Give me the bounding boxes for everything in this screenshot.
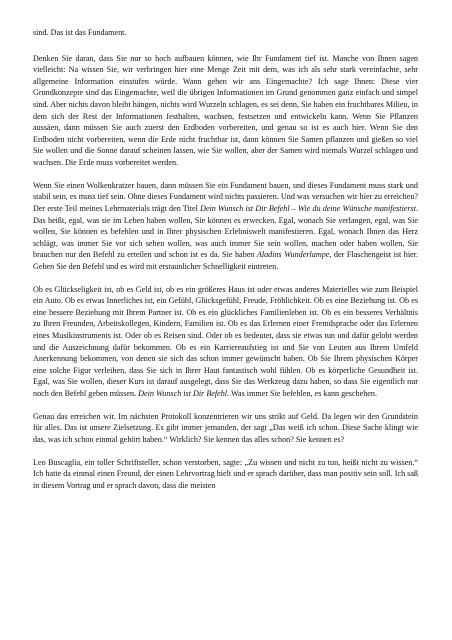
text-run: Ob es Glückseligkeit ist, ob es Geld ist, ob es ein größeres Haus ist oder etwas anderes Materielles wie zum Beispiel ein Auto. Ob es etwas Innerliches ist, ein Gefühl, Glücksgefühl, Freude, Fröhlichkeit. Ob es eine Beziehung ist. Ob es eine bessere Beziehung mit Ihrem Partner ist. Ob es ein glückliches Familienleben ist. Ob es ein besseres Verhältnis zu Ihren Freunden, Arbeitskollegen, Kindern, Familien ist. Ob es das Erlernen einer Fremdsprache oder das Erlernen eines Musikinstruments ist. Oder ob es Reisen sind. Oder ob es bedeutet, dass sie etwas tun und dafür gelobt werden und die Auszeichnung dafür bekommen. Ob es ein Karriereaufstieg ist und Sie von Leuten aus Ihrem Umfeld Anerkennung bekommen, von denen sie sich das schon immer gewünscht haben. Ob Sie Ihrem physischen Körper eine solche Figur verleihen, dass Sie sich in Ihrer Haut fantastisch wohl fühlen. Ob es körperliche Gesundheit ist. Egal, was Sie wollen, dieser Kurs ist darauf ausgelegt, dass Sie das Werkzeug dazu haben, so dass Sie eigentlich nur noch den Befehl geben müssen. xyxy=(33,284,418,398)
document-page xyxy=(33,27,418,503)
paragraph xyxy=(33,27,418,39)
text-run: . Das heißt, egal, was sie im Leben haben wollen, Sie können es erwecken. Egal, wonach Sie verlangen, egal, was Sie wollen, Sie können es befehlen und in Ihrer physischen Erlebniswelt manifestieren. Egal, wonach Ihnen das Herz schlägt, was immer Sie vor sich sehen wollen, was auch immer Sie sein wollen, machen oder haben wollen, Sie brauchen nur den Befehl zu erteilen und schon ist es da. Sie haben xyxy=(33,203,419,260)
text-run: Wenn Sie einen Wolkenkratzer bauen, dann müssen Sie ein Fundament bauen, und dieses Fundament muss stark und stabil sein, es muss tief sein. Ohne dieses Fundament wird nichts passieren. Und was versuchen wir hier zu erreichen? Der erste Teil meines Lehrmaterials trägt den Titel xyxy=(33,180,418,213)
italic-text: Aladins Wunderlampe xyxy=(256,250,330,260)
text-run: Genau das erreichen wir. Im nächsten Protokoll konzentrieren wir uns strikt auf Geld. Da legen wir den Grundstein für alles. Das ist unsere Zielsetzung. Es gibt immer jemanden, der sagt „Das weiß ich schon. Diese Sache klingt wie das, was ich schon einmal gehört haben.“ Wirklich? Sie kennen das alles schon? Sie kennen es? xyxy=(33,411,418,444)
text-run: Denken Sie daran, dass Sie nur so hoch aufbauen können, wie Ihr Fundament tief ist. Manche von Ihnen sagen vielleicht: Na wissen Sie, wir verbringen hier eine Menge Zeit mit dem, was ich als sehr stark vereinfachte, sehr allgemeine Information einstufen würde. Wann gehen wir ans Eingemachte? Ich sage Ihnen: Diese vier Grundkonzepte sind das Eingemachte, weil die übrigen Informationen im Grund genommen ganz einfach und simpel sind. Aber nichts davon bleibt hängen, nichts wird Wurzeln schlagen, es sei denn, Sie haben ein fruchtbares Milieu, in dem sich der Rest der Informationen festhalten, wachsen, festsetzen und entwickeln kann. Wenn Sie Pflanzen aussäen, dann müssen Sie auch zuerst den Erdboden vorbereiten, und genau so ist es auch hier. Wenn Sie den Erdboden nicht vorbereiten, wenn die Erde nicht fruchtbar ist, dann können Sie Samen pflanzen und gießen so viel Sie wollen und die Sonne darauf scheinen lassen, wie Sie wollen, aber der Samen wird niemals Wurzel schlagen und wachsen. Die Erde muss vorbereitet werden. xyxy=(33,53,418,167)
text-run: Was immer Sie befehlen, es kann geschehen. xyxy=(229,389,377,398)
italic-text: Dein Wunsch ist Dir Befehl. xyxy=(138,389,230,398)
italic-book-title: Dein Wunsch ist Dir Befehl – Wie du deine Wünsche manifestierst xyxy=(200,203,416,213)
text-run: , der Flaschengeist ist hier. Geben Sie den Befehl und es wird mit erstaunlicher Schnelligkeit eintreten. xyxy=(33,250,418,271)
paragraph xyxy=(33,457,418,492)
paragraph xyxy=(33,180,418,273)
paragraph xyxy=(33,284,418,400)
paragraph xyxy=(33,53,418,169)
text-run: Leo Buscaglia, ein toller Schriftsteller, schon verstorben, sagte: „Zu wissen und nicht zu tun, heißt nicht zu wissen.“ Ich hatte da einmal einen Freund, der einen Lehrvortrag hielt und er sprach darüber, dass man positiv sein soll. Ich saß in diesem Vortrag und er sprach davon, dass die meisten xyxy=(33,457,418,490)
text-run: sind. Das ist das Fundament. xyxy=(33,28,127,37)
paragraph xyxy=(33,411,418,446)
